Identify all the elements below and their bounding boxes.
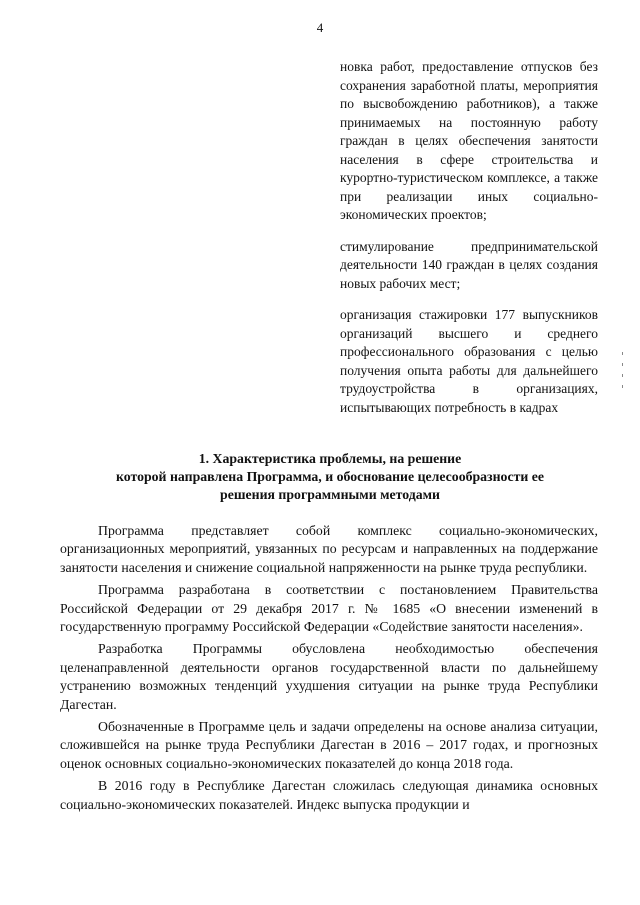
body-paragraph-3: Разработка Программы обусловлена необходимостью обеспечения целенаправленной деятельности органов государственной власти по дальнейшему устранению возможных тенденций ухудшения ситуации на рынке труда Республики Дагестан. bbox=[60, 641, 598, 712]
body-paragraph-4: Обозначенные в Программе цель и задачи определены на основе анализа ситуации, сложившейся на рынке труда Республики Дагестан в 2016 – 2017 годах, и прогнозных оценок основных социально-экономических показателей до конца 2018 года. bbox=[60, 719, 598, 771]
body-paragraph-1: Программа представляет собой комплекс социально-экономических, организационных мероприятий, увязанных по ресурсам и направленных на поддержание занятости населения и снижение социальной напряженности на рынке труда республики. bbox=[60, 523, 598, 575]
list-item-internship: организация стажировки 177 выпускников организаций высшего и среднего профессионального образования с целью получения опыта работы для дальнейшего трудоустройства в организациях, испытывающих потребность в кадрах bbox=[340, 307, 598, 415]
heading-line-1: 1. Характеристика проблемы, на решение bbox=[198, 451, 462, 466]
body-text bbox=[60, 522, 598, 818]
section-heading bbox=[60, 450, 600, 504]
heading-line-2: которой направлена Программа, и обоснование целесообразности ее bbox=[116, 469, 544, 484]
heading-line-3: решения программными методами bbox=[220, 487, 440, 502]
margin-marks bbox=[622, 352, 626, 388]
continuation-paragraph: новка работ, предоставление отпусков без сохранения заработной платы, мероприятия по высвобождению работников), а также принимаемых на постоянную работу граждан в целях обеспечения занятости населения в сфере строительства и курортно-туристическом комплексе, а также при реализации иных социально-экономических проектов; bbox=[340, 59, 598, 222]
list-item-entrepreneurship: стимулирование предпринимательской деятельности 140 граждан в целях создания новых рабочих мест; bbox=[340, 238, 598, 291]
right-column-continuation bbox=[340, 58, 598, 430]
body-paragraph-5: В 2016 году в Республике Дагестан сложилась следующая динамика основных социально-экономических показателей. Индекс выпуска продукции и bbox=[60, 778, 598, 812]
body-paragraph-2: Программа разработана в соответствии с постановлением Правительства Российской Федерации от 29 декабря 2017 г. № 1685 «О внесении изменений в государственную программу Российской Федерации «Содействие занятости населения». bbox=[60, 582, 598, 635]
page-number: 4 bbox=[316, 20, 324, 35]
